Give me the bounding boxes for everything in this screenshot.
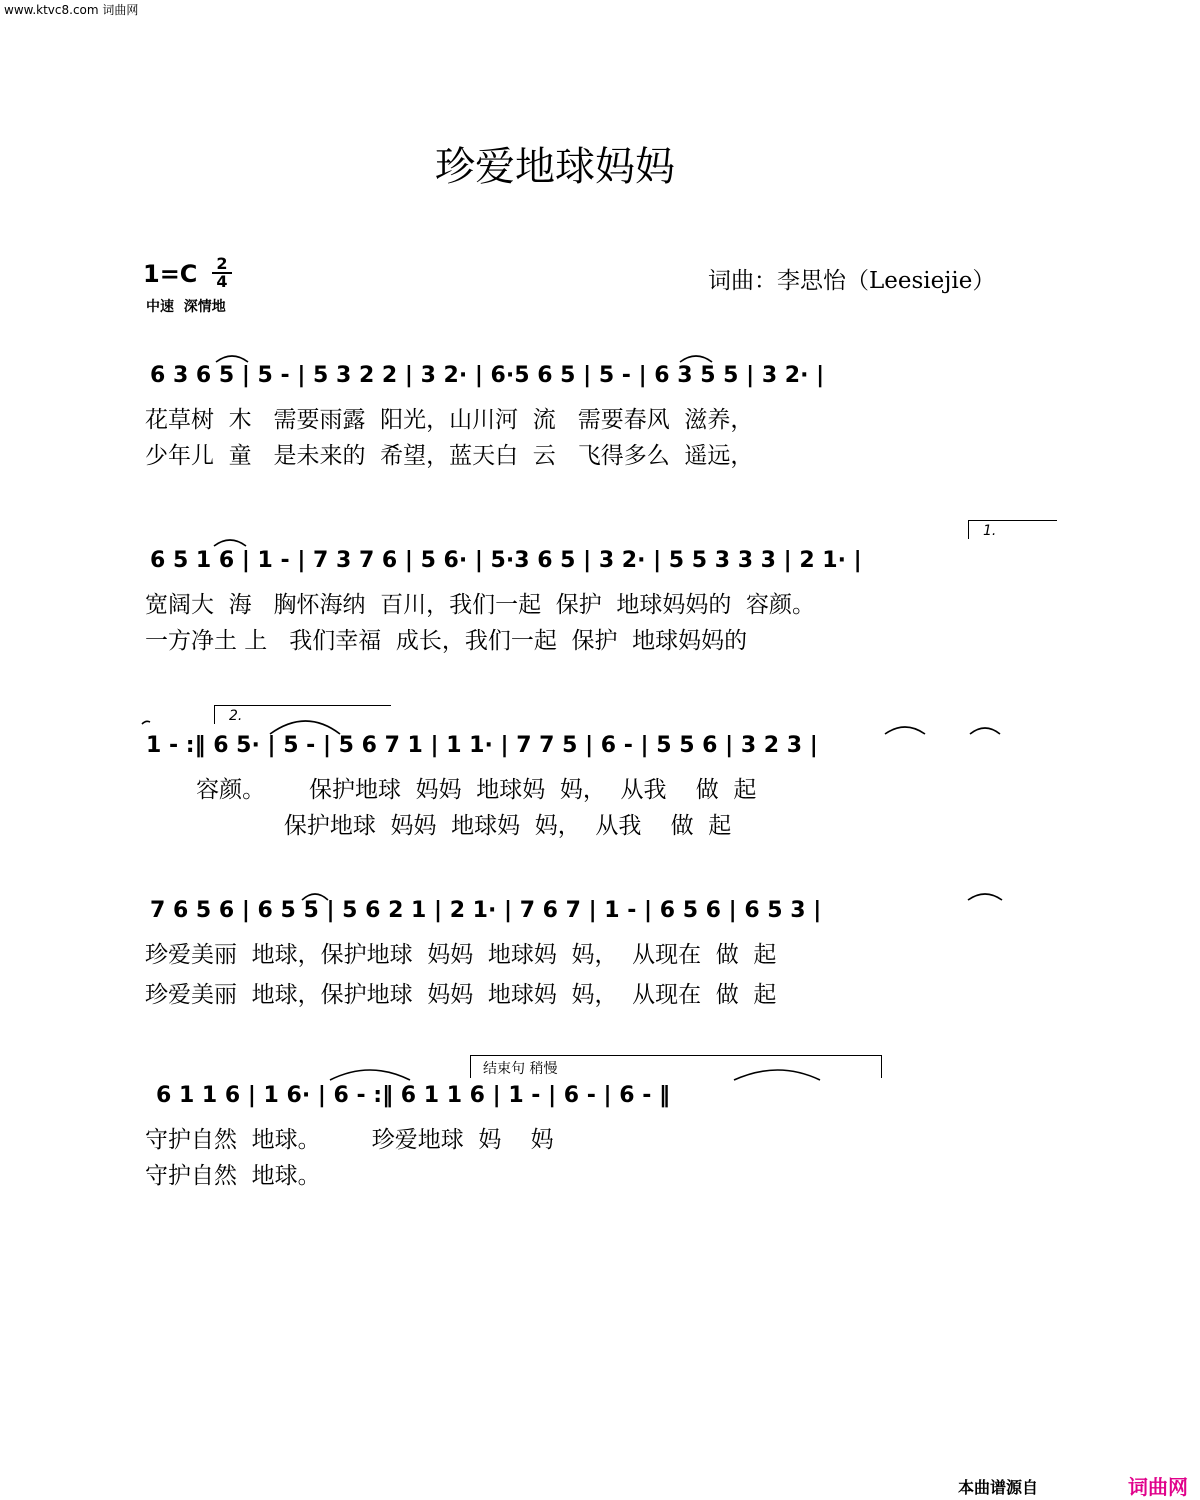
lyrics-verse-2: 守护自然 地球。: [145, 1163, 321, 1189]
notation-line: 6 1 1 6 | 1 6· | 6 - :‖ 6 1 1 6 | 1 - | 6 - | 6 - ‖: [156, 1083, 670, 1108]
volta-bracket-2: [214, 705, 391, 724]
notation-line: 6 3 6 5 | 5 - | 5 3 2 2 | 3 2· | 6·5 6 5 | 5 - | 6 3 5 5 | 3 2· |: [150, 363, 825, 388]
lyrics-verse-1: 守护自然 地球。 珍爱地球 妈 妈: [145, 1127, 554, 1153]
source-note: 本曲谱源自: [958, 1478, 1039, 1497]
ending-bracket: [470, 1055, 882, 1078]
notation-line: 6 5 1 6 | 1 - | 7 3 7 6 | 5 6· | 5·3 6 5 | 3 2· | 5 5 3 3 3 | 2 1· |: [150, 548, 862, 573]
composer-credit: 词曲：李思怡（Leesiejie）: [708, 268, 996, 294]
watermark-text: www.ktvc8.com 词曲网: [4, 3, 139, 17]
lyrics-verse-2: 一方净土 上 我们幸福 成长，我们一起 保护 地球妈妈的: [145, 628, 748, 654]
tempo-marking: 中速 深情地: [146, 299, 226, 315]
volta-bracket-1: [968, 520, 1057, 539]
notation-line: 7 6 5 6 | 6 5 5 | 5 6 2 1 | 2 1· | 7 6 7 | 1 - | 6 5 6 | 6 5 3 |: [150, 898, 822, 923]
time-signature: [212, 256, 232, 290]
lyrics-verse-2: 少年儿 童 是未来的 希望，蓝天白 云 飞得多么 遥远，: [145, 443, 754, 469]
notation-line: 1 - :‖ 6 5· | 5 - | 5 6 7 1 | 1 1· | 7 7 5 | 6 - | 5 5 6 | 3 2 3 |: [146, 733, 818, 758]
lyrics-verse-1: 珍爱美丽 地球，保护地球 妈妈 地球妈 妈， 从现在 做 起: [145, 942, 777, 968]
volta-label-2: 2.: [229, 708, 243, 724]
lyrics-verse-2: 珍爱美丽 地球，保护地球 妈妈 地球妈 妈， 从现在 做 起: [145, 982, 777, 1008]
time-numerator: 2: [212, 256, 232, 274]
site-logo-text: 词曲网: [1128, 1475, 1188, 1499]
lyrics-verse-1: 花草树 木 需要雨露 阳光，山川河 流 需要春风 滋养，: [145, 407, 754, 433]
lyrics-verse-1: 宽阔大 海 胸怀海纳 百川，我们一起 保护 地球妈妈的 容颜。: [145, 592, 816, 618]
ending-label: 结束句 稍慢: [483, 1061, 558, 1077]
lyrics-verse-2: 保护地球 妈妈 地球妈 妈， 从我 做 起: [145, 813, 732, 839]
lyrics-verse-1: 容颜。 保护地球 妈妈 地球妈 妈， 从我 做 起: [145, 777, 757, 803]
key-signature: 1=C: [143, 260, 198, 288]
song-title: 珍爱地球妈妈: [435, 144, 675, 190]
volta-label-1: 1.: [983, 523, 997, 539]
time-denominator: 4: [216, 272, 228, 291]
